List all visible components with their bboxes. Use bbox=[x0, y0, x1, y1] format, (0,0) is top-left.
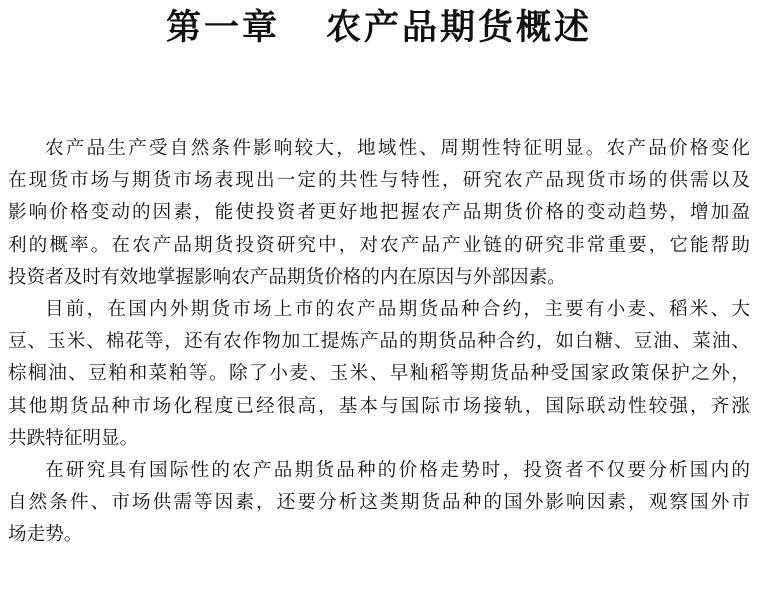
paragraph-line: 农产品生产受自然条件影响较大，地域性、周期性特征明显。农产品价格变化 bbox=[45, 138, 750, 159]
paragraph-line: 自然条件、市场供需等因素，还要分析这类期货品种的国外影响因素，观察国外市 bbox=[8, 492, 750, 514]
paragraph-line: 在现货市场与期货市场表现出一定的共性与特性，研究农产品现货市场的供需以及 bbox=[8, 170, 750, 192]
body-text bbox=[8, 133, 750, 551]
chapter-title bbox=[0, 4, 758, 52]
paragraph-3 bbox=[8, 455, 750, 552]
paragraph-line: 场走势。 bbox=[8, 524, 83, 546]
chapter-name: 农产品期货概述 bbox=[326, 8, 593, 48]
paragraph-line: 目前，在国内外期货市场上市的农产品期货品种合约，主要有小麦、稻米、大 bbox=[45, 298, 750, 320]
paragraph-line: 共跌特征明显。 bbox=[8, 427, 139, 449]
paragraph-line: 棕榈油、豆粕和菜粕等。除了小麦、玉米、早籼稻等期货品种受国家政策保护之外， bbox=[8, 363, 750, 385]
paragraph-line: 豆、玉米、棉花等，还有农作物加工提炼产品的期货品种合约，如白糖、豆油、菜油、 bbox=[8, 331, 750, 353]
chapter-number: 第一章 bbox=[165, 8, 280, 48]
paragraph-line: 利的概率。在农产品期货投资研究中，对农产品产业链的研究非常重要，它能帮助 bbox=[8, 234, 750, 256]
paragraph-2 bbox=[8, 294, 750, 455]
paragraph-line: 影响价格变动的因素，能使投资者更好地把握农产品期货价格的变动趋势，增加盈 bbox=[8, 202, 750, 224]
paragraph-1 bbox=[8, 133, 750, 294]
paragraph-line: 其他期货品种市场化程度已经很高，基本与国际市场接轨，国际联动性较强，齐涨 bbox=[8, 395, 750, 417]
paragraph-line: 在研究具有国际性的农产品期货品种的价格走势时，投资者不仅要分析国内的 bbox=[45, 459, 750, 481]
paragraph-line: 投资者及时有效地掌握影响农产品期货价格的内在原因与外部因素。 bbox=[8, 266, 566, 288]
